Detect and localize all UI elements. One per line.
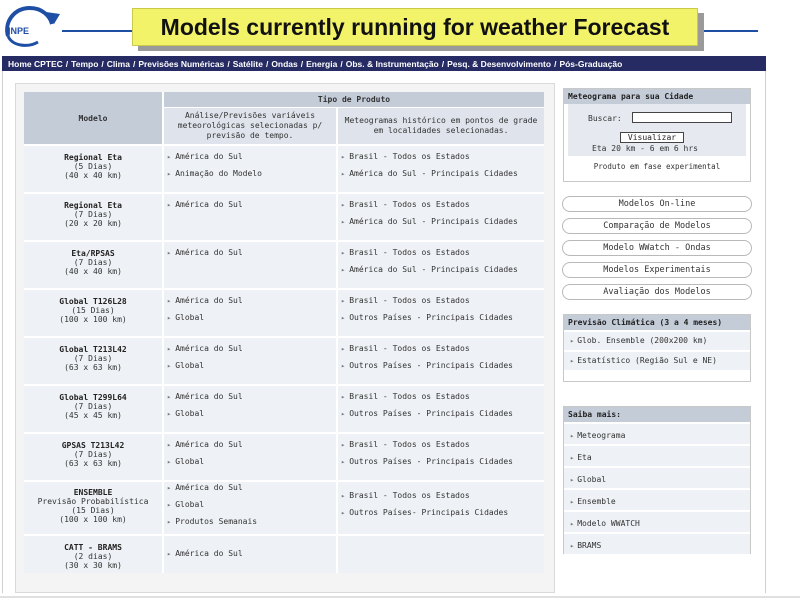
avaliacao-modelos-button[interactable]: Avaliação dos Modelos xyxy=(562,284,752,300)
logo-text: INPE xyxy=(8,26,30,36)
buscar-input[interactable] xyxy=(632,112,732,123)
nav-item-energia[interactable]: Energia xyxy=(306,58,338,69)
model-name: Global T213L42 xyxy=(59,345,127,354)
model-name: Eta/RPSAS xyxy=(71,249,115,258)
meteograma-box xyxy=(563,88,751,182)
title-box xyxy=(132,8,698,46)
inpe-logo xyxy=(2,2,64,50)
meteogram-link[interactable]: ▸ Outros Países - Principais Cidades xyxy=(341,408,544,425)
product-link[interactable]: ▸ Global xyxy=(167,456,336,473)
product-link[interactable]: ▸ Produtos Semanais xyxy=(167,516,336,533)
product-link[interactable]: ▸ América do Sul xyxy=(167,439,336,456)
comparacao-modelos-button[interactable]: Comparação de Modelos xyxy=(562,218,752,234)
models-panel xyxy=(15,83,555,593)
bottom-divider xyxy=(0,596,800,598)
nav-item-home[interactable]: Home CPTEC xyxy=(8,58,63,69)
table-row: CATT - BRAMS (2 dias) (30 x 30 km) ▸ América do Sul xyxy=(24,535,544,573)
meteogram-link[interactable]: ▸ Outros Países - Principais Cidades xyxy=(341,456,544,473)
table-row: Global T126L28 (15 Dias) (100 x 100 km) ▸ América do Sul ▸ Global ▸ Brasil - Todos os Estados ▸ Outros Países - Principais Cidades xyxy=(24,289,544,337)
tipo-header: Tipo de Produto xyxy=(163,92,544,107)
model-name: Regional Eta xyxy=(64,153,122,162)
saiba-mais-title: Saiba mais: xyxy=(564,407,750,422)
list-item[interactable]: ▸ Meteograma xyxy=(564,422,750,444)
meteogram-link[interactable]: ▸ Brasil - Todos os Estados xyxy=(341,295,544,312)
model-name: ENSEMBLE xyxy=(73,488,113,497)
meteogram-link[interactable]: ▸ Brasil - Todos os Estados xyxy=(341,439,544,456)
saiba-mais-box xyxy=(563,406,751,554)
list-item[interactable]: ▸ Estatístico (Região Sul e NE) xyxy=(564,350,750,370)
table-row: Regional Eta (7 Dias) (20 x 20 km) ▸ América do Sul ▸ Brasil - Todos os Estados ▸ América do Sul - Principais Cidades xyxy=(24,193,544,241)
meteogram-link[interactable]: ▸ Outros Países- Principais Cidades xyxy=(341,507,544,524)
model-name: GPSAS T213L42 xyxy=(61,441,125,450)
meteogram-link[interactable]: ▸ América do Sul - Principais Cidades xyxy=(341,264,544,281)
eta-note: Eta 20 km - 6 em 6 hrs xyxy=(592,144,698,153)
nav-item-satelite[interactable]: Satélite xyxy=(232,58,263,69)
nav-item-obs[interactable]: Obs. & Instrumentação xyxy=(345,58,439,69)
product-link[interactable]: ▸ América do Sul xyxy=(167,391,336,408)
page-title: Models currently running for weather Forecast xyxy=(160,13,670,40)
meteogram-link[interactable]: ▸ Outros Países - Principais Cidades xyxy=(341,360,544,377)
list-item[interactable]: ▸ Global xyxy=(564,466,750,488)
meteogram-link[interactable]: ▸ Brasil - Todos os Estados xyxy=(341,151,544,168)
model-name: Global T126L28 xyxy=(59,297,127,306)
nav-item-tempo[interactable]: Tempo xyxy=(71,58,99,69)
product-link[interactable]: ▸ América do Sul xyxy=(167,199,336,216)
col2-header: Meteogramas histórico em pontos de grade em localidades selecionadas. xyxy=(337,107,544,145)
previsao-climatica-title: Previsão Climática (3 a 4 meses) xyxy=(564,315,750,330)
product-link[interactable]: ▸ América do Sul xyxy=(167,343,336,360)
modelo-wwatch-button[interactable]: Modelo WWatch - Ondas xyxy=(562,240,752,256)
list-item[interactable]: ▸ Ensemble xyxy=(564,488,750,510)
header-rule-left xyxy=(62,30,136,32)
product-link[interactable]: ▸ Global xyxy=(167,499,336,516)
buscar-label: Buscar: xyxy=(588,114,622,123)
table-row: Global T213L42 (7 Dias) (63 x 63 km) ▸ América do Sul ▸ Global ▸ Brasil - Todos os Estados ▸ Outros Países - Principais Cidades xyxy=(24,337,544,385)
nav-item-pos[interactable]: Pós-Graduação xyxy=(559,58,623,69)
meteogram-link[interactable]: ▸ Brasil - Todos os Estados xyxy=(341,490,544,507)
list-item[interactable]: ▸ Eta xyxy=(564,444,750,466)
meteogram-link[interactable]: ▸ Brasil - Todos os Estados xyxy=(341,247,544,264)
list-item[interactable]: ▸ Glob. Ensemble (200x200 km) xyxy=(564,330,750,350)
nav-item-previsoes[interactable]: Previsões Numéricas xyxy=(138,58,225,69)
table-row: Global T299L64 (7 Dias) (45 x 45 km) ▸ América do Sul ▸ Global ▸ Brasil - Todos os Estados ▸ Outros Países - Principais Cidades xyxy=(24,385,544,433)
meteograma-title: Meteograma para sua Cidade xyxy=(564,89,750,104)
nav-item-clima[interactable]: Clima xyxy=(106,58,130,69)
table-row: Eta/RPSAS (7 Dias) (40 x 40 km) ▸ América do Sul ▸ Brasil - Todos os Estados ▸ América do Sul - Principais Cidades xyxy=(24,241,544,289)
models-table xyxy=(24,92,544,573)
product-link[interactable]: ▸ Animação do Modelo xyxy=(167,168,336,185)
modelos-online-button[interactable]: Modelos On-line xyxy=(562,196,752,212)
product-link[interactable]: ▸ América do Sul xyxy=(167,151,336,168)
model-name: CATT - BRAMS xyxy=(64,543,122,552)
meteogram-link[interactable]: ▸ Brasil - Todos os Estados xyxy=(341,199,544,216)
meteogram-link[interactable]: ▸ Outros Países - Principais Cidades xyxy=(341,312,544,329)
meteograma-form xyxy=(568,104,746,156)
meteogram-link[interactable]: ▸ Brasil - Todos os Estados xyxy=(341,391,544,408)
experimental-note: Produto em fase experimental xyxy=(593,162,721,171)
visualizar-button[interactable]: Visualizar xyxy=(620,132,684,143)
table-row: ENSEMBLE Previsão Probabilística (15 Dias) (100 x 100 km) ▸ América do Sul ▸ Global ▸ Produtos Semanais ▸ Brasil - Todos os Estados ▸ Outros Países- Principais Cidades xyxy=(24,481,544,535)
product-link[interactable]: ▸ América do Sul xyxy=(167,548,336,565)
table-row: GPSAS T213L42 (7 Dias) (63 x 63 km) ▸ América do Sul ▸ Global ▸ Brasil - Todos os Estados ▸ Outros Países - Principais Cidades xyxy=(24,433,544,481)
modelo-header: Modelo xyxy=(24,92,163,145)
meteogram-link[interactable]: ▸ Brasil - Todos os Estados xyxy=(341,343,544,360)
product-link[interactable]: ▸ América do Sul xyxy=(167,482,336,499)
meteogram-link[interactable]: ▸ América do Sul - Principais Cidades xyxy=(341,216,544,233)
product-link[interactable]: ▸ América do Sul xyxy=(167,247,336,264)
product-link[interactable]: ▸ Global xyxy=(167,360,336,377)
previsao-climatica-box xyxy=(563,314,751,382)
list-item[interactable]: ▸ BRAMS xyxy=(564,532,750,554)
product-link[interactable]: ▸ Global xyxy=(167,408,336,425)
model-name: Regional Eta xyxy=(64,201,122,210)
nav-item-ondas[interactable]: Ondas xyxy=(271,58,298,69)
product-link[interactable]: ▸ América do Sul xyxy=(167,295,336,312)
list-item[interactable]: ▸ Modelo WWATCH xyxy=(564,510,750,532)
col1-header: Análise/Previsões variáveis meteorológicas selecionadas p/ previsão de tempo. xyxy=(163,107,337,145)
product-link[interactable]: ▸ Global xyxy=(167,312,336,329)
header-rule-right xyxy=(698,30,758,32)
nav-item-pesq[interactable]: Pesq. & Desenvolvimento xyxy=(447,58,552,69)
main-nav: Home CPTEC / Tempo / Clima / Previsões Numéricas / Satélite / Ondas / Energia / Obs. & Instrumentação / Pesq. & Desenvolvimento / Pós-Graduação xyxy=(2,56,766,71)
meteogram-link[interactable]: ▸ América do Sul - Principais Cidades xyxy=(341,168,544,185)
model-name: Global T299L64 xyxy=(59,393,127,402)
table-row: Regional Eta (5 Dias) (40 x 40 km) ▸ América do Sul ▸ Animação do Modelo ▸ Brasil - Todos os Estados ▸ América do Sul - Principais Cidades xyxy=(24,145,544,193)
modelos-experimentais-button[interactable]: Modelos Experimentais xyxy=(562,262,752,278)
